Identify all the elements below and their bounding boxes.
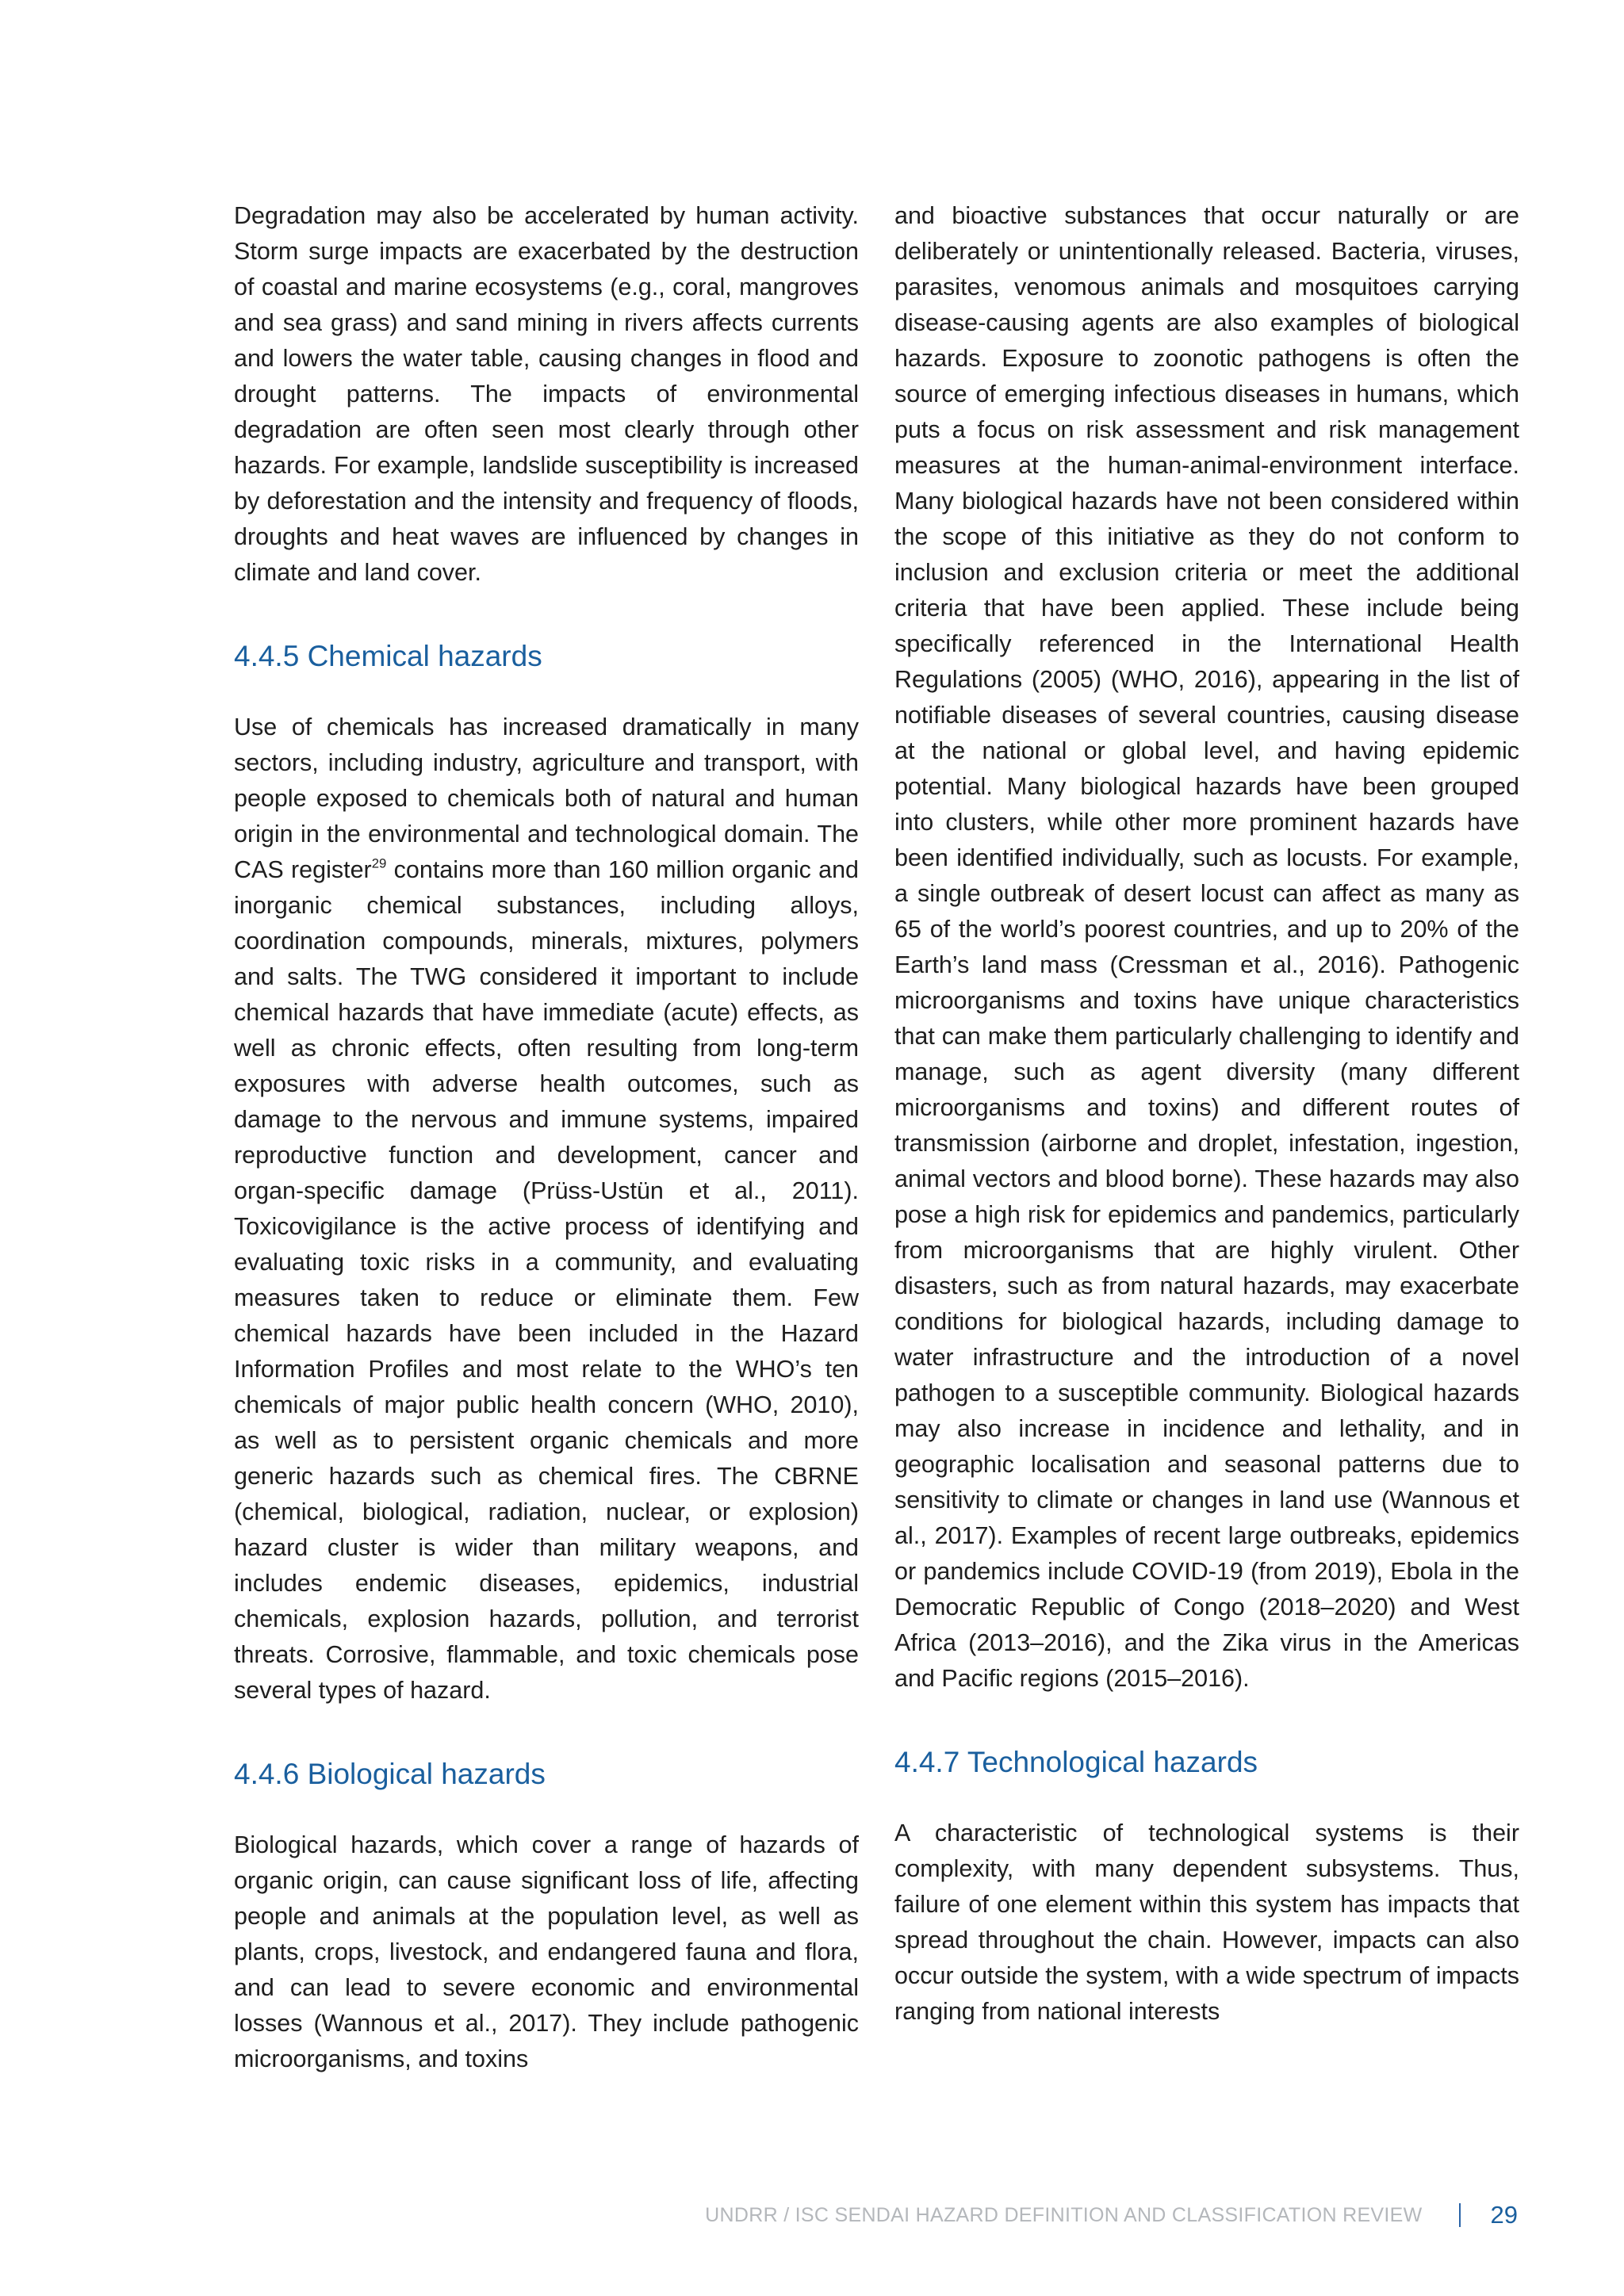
section-heading-technological-hazards: 4.4.7 Technological hazards [894,1746,1258,1778]
paragraph-degradation: Degradation may also be accelerated by human activity. Storm surge impacts are exacerbated by the destruction of coastal and marine ecosystems (e.g., coral, mangroves and sea grass) and sand mining in rivers affects currents and lowers the water table, causing changes in flood and drought patterns. The impacts of environmental degradation are often seen most clearly through other hazards. For example, landslide susceptibility is increased by deforestation and the intensity and frequency of floods, droughts and heat waves are influenced by changes in climate and land cover. [234,202,859,586]
chemical-text-part-2: contains more than 160 million organic and inorganic chemical substances, including alloys, coordination compounds, minerals, mixtures, polymers and salts. The TWG considered it important to include chemical hazards that have immediate (acute) effects, as well as chronic effects, often resulting from long-term exposures with adverse health outcomes, such as damage to the nervous and immune systems, impaired reproductive function and development, cancer and organ-specific damage (Prüss-Ustün et al., 2011). Toxicovigilance is the active process of identifying and evaluating toxic risks in a community, and evaluating measures taken to reduce or eliminate them. Few chemical hazards have been included in the Hazard Information Profiles and most relate to the WHO’s ten chemicals of major public health concern (WHO, 2010), as well as to persistent organic chemicals and more generic hazards such as chemical fires. The CBRNE (chemical, biological, radiation, nuclear, or explosion) hazard cluster is wider than military weapons, and includes endemic diseases, epidemics, industrial chemicals, explosion hazards, pollution, and terrorist threats. Corrosive, flammable, and toxic chemicals pose several types of hazard. [234,856,860,1704]
footnote-reference[interactable]: 29 [371,855,387,871]
page-number: 29 [1490,2201,1518,2229]
footer-separator [1459,2203,1461,2227]
page-footer [705,2199,1518,2231]
left-column [234,198,859,2077]
section-heading-chemical-hazards: 4.4.5 Chemical hazards [234,640,542,672]
paragraph-technological-hazards: A characteristic of technological systems is their complexity, with many dependent subsystems. Thus, failure of one element within this system has impacts that spread throughout the chain. However, impacts can also occur outside the system, with a wide spectrum of impacts ranging from national interests [894,1820,1519,2025]
paragraph-biological-hazards-continued: and bioactive substances that occur naturally or are deliberately or unintentionally released. Bacteria, viruses, parasites, venomous animals and mosquitoes carrying disease-causing agents are also examples of biological hazards. Exposure to zoonotic pathogens is often the source of emerging infectious diseases in humans, which puts a focus on risk assessment and risk management measures at the human-animal-environment interface. Many biological hazards have not been considered within the scope of this initiative as they do not conform to inclusion and exclusion criteria or meet the additional criteria that have been applied. These include being specifically referenced in the International Health Regulations (2005) (WHO, 2016), appearing in the list of notifiable diseases of several countries, causing disease at the national or global level, and having epidemic potential. Many biological hazards have been grouped into clusters, while other more prominent hazards have been identified individually, such as locusts. For example, a single outbreak of desert locust can affect as many as 65 of the world’s poorest countries, and up to 20% of the Earth’s land mass (Cressman et al., 2016). Pathogenic microorganisms and toxins have unique characteristics that can make them particularly challenging to identify and manage, such as agent diversity (many different microorganisms and toxins) and different routes of transmission (airborne and droplet, infestation, ingestion, animal vectors and blood borne). These hazards may also pose a high risk for epidemics and pandemics, particularly from microorganisms that are highly virulent. Other disasters, such as from natural hazards, may exacerbate conditions for biological hazards, including damage to water infrastructure and the introduction of a novel pathogen to a susceptible community. Biological hazards may also increase in incidence and lethality, and in geographic localisation and seasonal patterns due to sensitivity to climate or changes in land use (Wannous et al., 2017). Examples of recent large outbreaks, epidemics or pandemics include COVID-19 (from 2019), Ebola in the Democratic Republic of Congo (2018–2020) and West Africa (2013–2016), and the Zika virus in the Americas and Pacific regions (2015–2016). [894,202,1519,1692]
paragraph-chemical-hazards [234,710,859,1709]
section-heading-biological-hazards: 4.4.6 Biological hazards [234,1758,546,1790]
chemical-text-part-1: Use of chemicals has increased dramatically in many sectors, including industry, agriculture and transport, with people exposed to chemicals both of natural and human origin in the environmental and technological domain. The CAS register [234,714,859,883]
paragraph-biological-hazards: Biological hazards, which cover a range of hazards of organic origin, can cause significant loss of life, affecting people and animals at the population level, as well as plants, crops, livestock, and endangered fauna and flora, and can lead to severe economic and environmental losses (Wannous et al., 2017). They include pathogenic microorganisms, and toxins [234,1831,859,2072]
right-column [894,198,1519,2030]
running-title: UNDRR / ISC SENDAI HAZARD DEFINITION AND CLASSIFICATION REVIEW [705,2203,1423,2226]
